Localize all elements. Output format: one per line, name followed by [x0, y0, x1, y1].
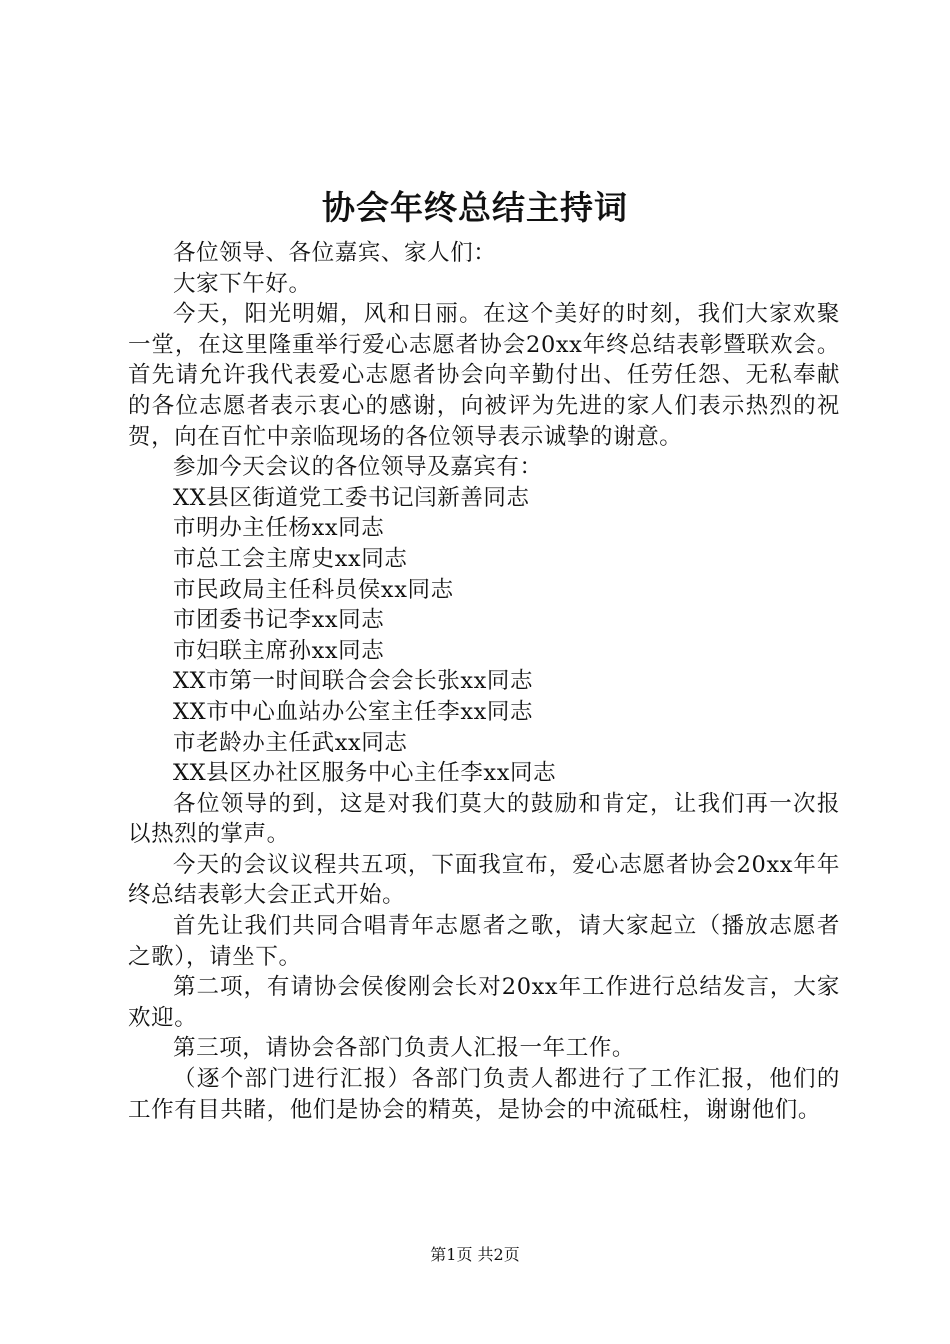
guest-list-item: XX市中心血站办公室主任李xx同志	[173, 698, 534, 725]
guest-list-item: 市团委书记李xx同志	[173, 607, 385, 634]
document-body	[128, 238, 840, 1125]
paragraph-agenda: 今天的会议议程共五项，下面我宣布，爱心志愿者协会20xx年年终总结表彰大会正式开始。	[128, 851, 840, 909]
guest-list-item: 市民政局主任科员侯xx同志	[173, 576, 454, 603]
guest-list-item: XX县区办社区服务中心主任李xx同志	[173, 760, 557, 787]
paragraph-item-two: 第二项，有请协会侯俊刚会长对20xx年工作进行总结发言，大家欢迎。	[128, 974, 840, 1031]
paragraph-greeting: 各位领导、各位嘉宾、家人们：	[173, 240, 497, 266]
paragraph-opening: 今天，阳光明媚，风和日丽。在这个美好的时刻，我们大家欢聚一堂，在这里隆重举行爱心志愿者协会20xx年终总结表彰暨联欢会。首先请允许我代表爱心志愿者协会向辛勤付出、任劳任怨、无私奉献的各位志愿者表示衷心的感谢，向被评为先进的家人们表示热烈的祝贺，向在百忙中亲临现场的各位领导表示诚挚的谢意。	[128, 301, 840, 450]
guest-list-item: 市妇联主席孙xx同志	[173, 637, 385, 664]
paragraph-item-one: 首先让我们共同合唱青年志愿者之歌，请大家起立（播放志愿者之歌），请坐下。	[128, 913, 840, 970]
paragraph-hello: 大家下午好。	[173, 270, 312, 297]
guest-list-item: 市明办主任杨xx同志	[173, 515, 385, 542]
guest-list-item: 市总工会主席史xx同志	[173, 545, 408, 572]
guest-list-item: XX市第一时间联合会会长张xx同志	[173, 668, 534, 695]
guest-list-item: XX县区街道党工委书记闫新善同志	[173, 484, 530, 511]
page-footer: 第1页 共2页	[430, 1245, 520, 1264]
paragraph-report: （逐个部门进行汇报）各部门负责人都进行了工作汇报，他们的工作有目共睹，他们是协会的精英，是协会的中流砥柱，谢谢他们。	[128, 1066, 840, 1123]
paragraph-item-three: 第三项，请协会各部门负责人汇报一年工作。	[173, 1035, 636, 1062]
guest-list-item: 市老龄办主任武xx同志	[173, 729, 408, 756]
paragraph-guest-intro: 参加今天会议的各位领导及嘉宾有：	[173, 454, 543, 481]
paragraph-thanks: 各位领导的到，这是对我们莫大的鼓励和肯定，让我们再一次报以热烈的掌声。	[128, 790, 840, 848]
page-title: 协会年终总结主持词	[322, 188, 628, 227]
